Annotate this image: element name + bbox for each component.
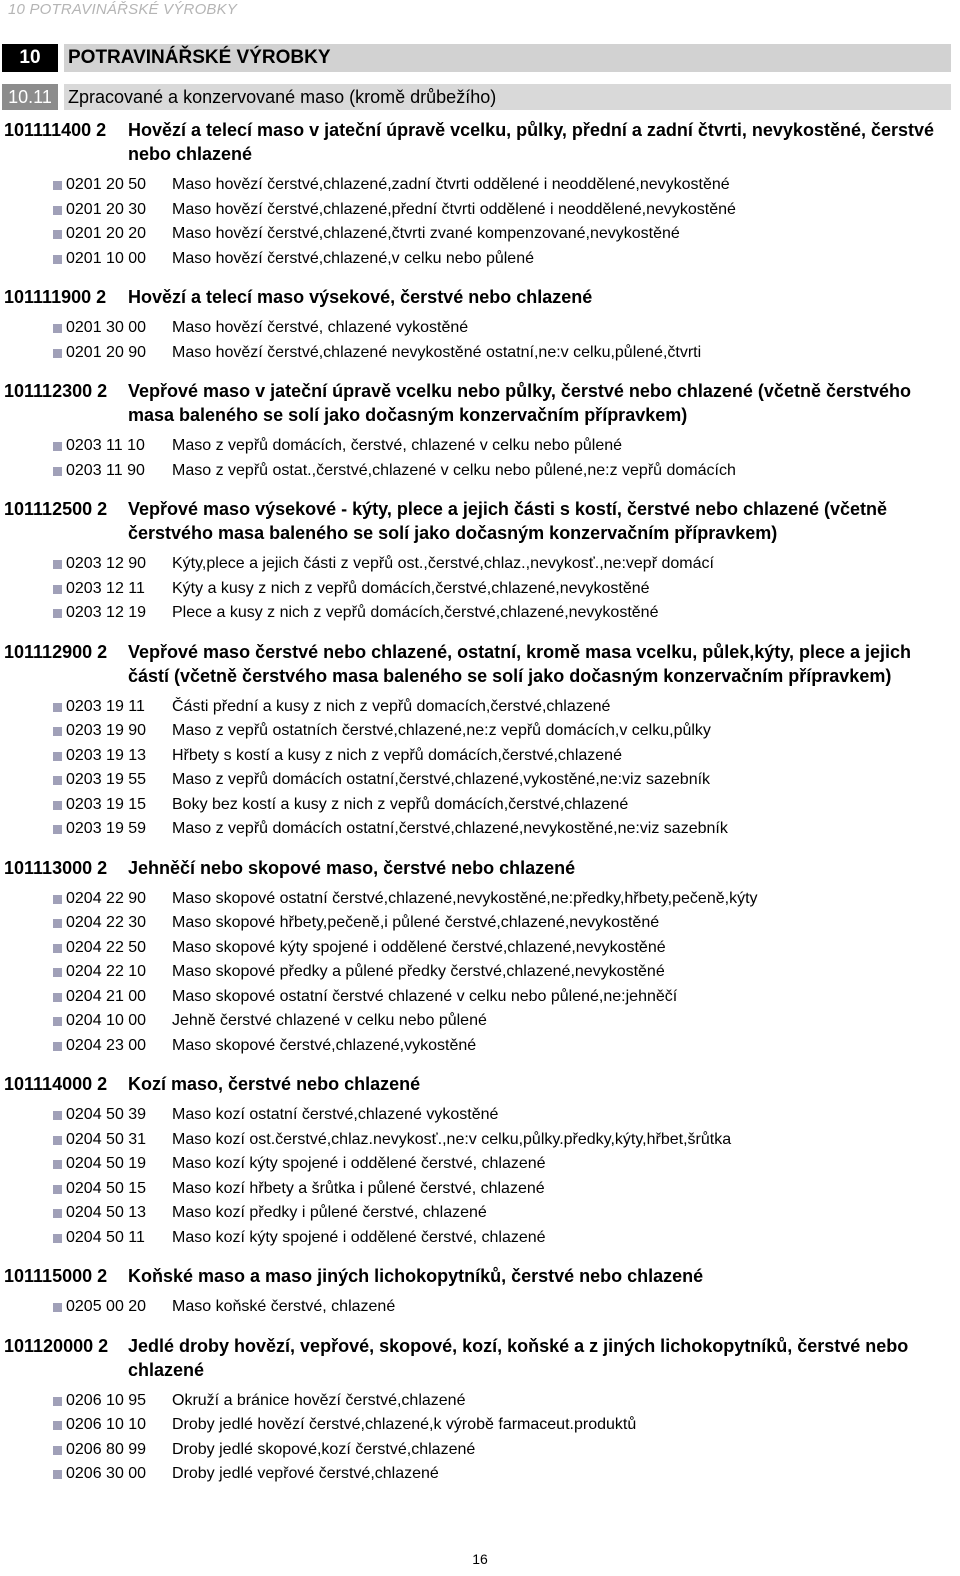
item-code: 0203 19 55 [66, 771, 147, 788]
group-code: 101113000 2 [4, 857, 108, 878]
section-title: Zpracované a konzervované maso (kromě drůbežího) [64, 84, 951, 110]
group-heading [0, 640, 960, 688]
list-item [0, 222, 960, 247]
item-description: Maso skopové ostatní čerstvé,chlazené,nevykostěné,ne:předky,hřbety,pečeně,kýty [172, 889, 758, 907]
group-title: Vepřové maso v jateční úpravě vcelku nebo půlky, čerstvé nebo chlazené (včetně čerstvého masa baleného se solí jako dočasným konzervačním přípravkem) [128, 381, 911, 425]
item-description: Maso z vepřů ostat.,čerstvé,chlazené v celku nebo půlené,ne:z vepřů domácích [172, 461, 736, 479]
list-item [0, 1295, 960, 1320]
square-bullet-icon [53, 727, 62, 736]
square-bullet-icon [53, 944, 62, 953]
list-item [0, 695, 960, 720]
list-item [0, 1103, 960, 1128]
square-bullet-icon [53, 1421, 62, 1430]
square-bullet-icon [53, 349, 62, 358]
group-title: Vepřové maso čerstvé nebo chlazené, ostatní, kromě masa vcelku, půlek,kýty, plece a jejich částí (včetně čerstvého masa baleného se solí jako dočasným konzervačním přípravkem) [128, 641, 912, 686]
item-code: 0203 12 19 [66, 604, 147, 621]
list-item [0, 744, 960, 769]
item-code: 0206 80 99 [66, 1440, 147, 1458]
item-code: 0204 21 00 [66, 987, 147, 1005]
square-bullet-icon [53, 919, 62, 928]
item-list [0, 1389, 960, 1487]
square-bullet-icon [53, 993, 62, 1002]
group-title: Jehněčí nebo skopové maso, čerstvé nebo chlazené [128, 857, 576, 878]
list-item [0, 173, 960, 198]
square-bullet-icon [53, 968, 62, 977]
square-bullet-icon [53, 467, 62, 476]
group-title: Hovězí a telecí maso v jateční úpravě vcelku, půlky, přední a zadní čtvrti, nevykostěné, čerstvé nebo chlazené [128, 120, 935, 164]
item-code: 0203 19 90 [66, 722, 147, 739]
item-description: Maso kozí předky i půlené čerstvé, chlazené [172, 1204, 487, 1221]
square-bullet-icon [53, 1017, 62, 1026]
running-header: 10 POTRAVINÁŘSKÉ VÝROBKY [8, 1, 238, 18]
item-description: Kýty a kusy z nich z vepřů domácích,čerstvé,chlazené,nevykostěné [172, 579, 650, 597]
item-list [0, 316, 960, 365]
square-bullet-icon [53, 585, 62, 594]
item-description: Maso hovězí čerstvé,chlazené nevykostěné ostatní,ne:v celku,půlené,čtvrti [172, 343, 702, 361]
group-heading [0, 118, 960, 166]
square-bullet-icon [53, 703, 62, 712]
item-code: 0206 10 10 [66, 1416, 147, 1433]
item-description: Maso z vepřů domácích, čerstvé, chlazené v celku nebo půlené [172, 437, 623, 454]
list-item [0, 768, 960, 793]
square-bullet-icon [53, 442, 62, 451]
product-group [0, 497, 960, 626]
group-heading [0, 1072, 960, 1096]
square-bullet-icon [53, 1209, 62, 1218]
item-list [0, 695, 960, 842]
square-bullet-icon [53, 1303, 62, 1312]
list-item [0, 719, 960, 744]
item-code: 0204 22 30 [66, 914, 147, 931]
square-bullet-icon [53, 1397, 62, 1406]
group-title: Jedlé droby hovězí, vepřové, skopové, kozí, koňské a z jiných lichokopytníků, čerstvé nebo chlazené [128, 1335, 909, 1380]
item-code: 0204 22 10 [66, 963, 147, 980]
list-item [0, 247, 960, 272]
item-code: 0203 19 13 [66, 746, 147, 764]
chapter-title: POTRAVINÁŘSKÉ VÝROBKY [64, 44, 951, 72]
list-item [0, 198, 960, 223]
item-code: 0204 22 50 [66, 938, 147, 956]
square-bullet-icon [53, 895, 62, 904]
product-group [0, 118, 960, 271]
item-description: Maso z vepřů domácích ostatní,čerstvé,chlazené,nevykostěné,ne:viz sazebník [172, 820, 728, 837]
square-bullet-icon [53, 1234, 62, 1243]
group-code: 101120000 2 [4, 1335, 109, 1356]
page-number: 16 [472, 1551, 488, 1567]
list-item [0, 985, 960, 1010]
item-list [0, 1295, 960, 1320]
square-bullet-icon [53, 560, 62, 569]
item-list [0, 552, 960, 626]
list-item [0, 341, 960, 366]
item-description: Maso kozí ostatní čerstvé,chlazené vykostěné [172, 1106, 499, 1123]
item-description: Kýty,plece a jejich části z vepřů ost.,čerstvé,chlaz.,nevykosť.,ne:vepř domácí [172, 555, 714, 572]
item-code: 0204 22 90 [66, 889, 147, 907]
list-item [0, 601, 960, 626]
group-heading [0, 285, 960, 309]
list-item [0, 911, 960, 936]
item-code: 0203 11 10 [66, 437, 145, 454]
square-bullet-icon [53, 1042, 62, 1051]
group-title: Vepřové maso výsekové - kýty, plece a jejich části s kostí, čerstvé nebo chlazené (včetně čerstvého masa baleného se solí jako dočasným konzervačním přípravkem) [128, 499, 888, 543]
item-list [0, 1103, 960, 1250]
item-code: 0203 12 11 [66, 579, 145, 597]
square-bullet-icon [53, 776, 62, 785]
item-description: Maso hovězí čerstvé,chlazené,čtvrti zvané kompenzované,nevykostěné [172, 225, 680, 242]
group-code: 101114000 2 [4, 1074, 108, 1094]
square-bullet-icon [53, 1185, 62, 1194]
item-code: 0201 30 00 [66, 319, 147, 336]
list-item [0, 960, 960, 985]
list-item [0, 817, 960, 842]
item-description: Hřbety s kostí a kusy z nich z vepřů domácích,čerstvé,chlazené [172, 746, 622, 764]
item-code: 0201 20 50 [66, 176, 147, 193]
item-list [0, 434, 960, 483]
list-item [0, 459, 960, 484]
product-group [0, 285, 960, 365]
list-item [0, 1389, 960, 1414]
square-bullet-icon [53, 609, 62, 618]
list-item [0, 1034, 960, 1059]
group-title: Koňské maso a maso jiných lichokopytníků, čerstvé nebo chlazené [128, 1266, 704, 1286]
group-heading [0, 1334, 960, 1382]
item-description: Maso kozí hřbety a šrůtka i půlené čerstvé, chlazené [172, 1179, 545, 1197]
product-list [0, 118, 960, 1501]
list-item [0, 1177, 960, 1202]
item-code: 0204 50 15 [66, 1179, 147, 1197]
square-bullet-icon [53, 1446, 62, 1455]
product-group [0, 1334, 960, 1487]
item-code: 0203 19 11 [66, 697, 145, 715]
item-description: Maso kozí ost.čerstvé,chlaz.nevykosť.,ne:v celku,půlky.předky,kýty,hřbet,šrůtka [172, 1130, 732, 1148]
item-code: 0204 10 00 [66, 1012, 147, 1029]
list-item [0, 434, 960, 459]
item-code: 0203 12 90 [66, 555, 147, 572]
item-code: 0203 19 59 [66, 820, 147, 837]
group-code: 101112300 2 [4, 381, 108, 401]
group-heading [0, 379, 960, 427]
product-group [0, 856, 960, 1059]
group-code: 101112900 2 [4, 641, 108, 662]
list-item [0, 316, 960, 341]
item-description: Maso z vepřů ostatních čerstvé,chlazené,ne:z vepřů domácích,v celku,půlky [172, 722, 711, 739]
item-code: 0201 20 90 [66, 343, 147, 361]
item-code: 0204 50 19 [66, 1155, 147, 1172]
square-bullet-icon [53, 206, 62, 215]
group-heading [0, 497, 960, 545]
list-item [0, 793, 960, 818]
item-description: Jehně čerstvé chlazené v celku nebo půlené [172, 1012, 487, 1029]
item-code: 0204 23 00 [66, 1036, 147, 1054]
item-code: 0206 10 95 [66, 1391, 147, 1409]
square-bullet-icon [53, 255, 62, 264]
item-code: 0206 30 00 [66, 1465, 147, 1482]
item-code: 0204 50 13 [66, 1204, 147, 1221]
item-code: 0205 00 20 [66, 1298, 147, 1315]
item-list [0, 173, 960, 271]
product-group [0, 379, 960, 483]
group-title: Hovězí a telecí maso výsekové, čerstvé nebo chlazené [128, 287, 593, 307]
square-bullet-icon [53, 1160, 62, 1169]
item-description: Boky bez kostí a kusy z nich z vepřů domácích,čerstvé,chlazené [172, 795, 629, 813]
group-title: Kozí maso, čerstvé nebo chlazené [128, 1074, 421, 1094]
item-description: Maso koňské čerstvé, chlazené [172, 1298, 396, 1315]
item-description: Droby jedlé skopové,kozí čerstvé,chlazené [172, 1440, 476, 1458]
item-code: 0201 10 00 [66, 249, 147, 267]
chapter-number: 10 [2, 44, 58, 72]
list-item [0, 1226, 960, 1251]
group-code: 101115000 2 [4, 1266, 108, 1286]
square-bullet-icon [53, 1136, 62, 1145]
item-description: Maso skopové čerstvé,chlazené,vykostěné [172, 1036, 477, 1054]
square-bullet-icon [53, 230, 62, 239]
square-bullet-icon [53, 324, 62, 333]
list-item [0, 887, 960, 912]
item-code: 0201 20 30 [66, 200, 147, 218]
item-description: Maso hovězí čerstvé,chlazené,v celku nebo půlené [172, 249, 534, 267]
section-number: 10.11 [2, 84, 58, 110]
product-group [0, 1072, 960, 1250]
item-description: Maso z vepřů domácích ostatní,čerstvé,chlazené,vykostěné,ne:viz sazebník [172, 771, 711, 788]
group-code: 101111900 2 [4, 287, 107, 307]
item-description: Maso kozí kýty spojené i oddělené čerstvé, chlazené [172, 1155, 546, 1172]
item-code: 0204 50 31 [66, 1130, 147, 1148]
list-item [0, 577, 960, 602]
list-item [0, 1201, 960, 1226]
product-group [0, 640, 960, 842]
list-item [0, 936, 960, 961]
square-bullet-icon [53, 1470, 62, 1479]
item-description: Maso hovězí čerstvé,chlazené,zadní čtvrti oddělené i neoddělené,nevykostěné [172, 176, 730, 193]
list-item [0, 1128, 960, 1153]
square-bullet-icon [53, 1111, 62, 1120]
item-description: Maso kozí kýty spojené i oddělené čerstvé, chlazené [172, 1228, 546, 1246]
list-item [0, 1462, 960, 1487]
square-bullet-icon [53, 801, 62, 810]
item-description: Droby jedlé hovězí čerstvé,chlazené,k výrobě farmaceut.produktů [172, 1416, 637, 1433]
item-description: Plece a kusy z nich z vepřů domácích,čerstvé,chlazené,nevykostěné [172, 604, 659, 621]
square-bullet-icon [53, 752, 62, 761]
group-heading [0, 856, 960, 880]
item-description: Maso skopové předky a půlené předky čerstvé,chlazené,nevykostěné [172, 963, 665, 980]
item-code: 0203 11 90 [66, 461, 145, 479]
item-code: 0204 50 11 [66, 1228, 145, 1246]
item-code: 0201 20 20 [66, 225, 147, 242]
item-description: Droby jedlé vepřové čerstvé,chlazené [172, 1465, 439, 1482]
item-description: Maso hovězí čerstvé, chlazené vykostěné [172, 319, 469, 336]
item-description: Maso skopové ostatní čerstvé chlazené v celku nebo půlené,ne:jehněčí [172, 987, 678, 1005]
item-code: 0204 50 39 [66, 1106, 147, 1123]
list-item [0, 1009, 960, 1034]
square-bullet-icon [53, 181, 62, 190]
list-item [0, 552, 960, 577]
item-description: Maso hovězí čerstvé,chlazené,přední čtvrti oddělené i neoddělené,nevykostěné [172, 200, 736, 218]
group-heading [0, 1264, 960, 1288]
item-description: Okruží a bránice hovězí čerstvé,chlazené [172, 1391, 466, 1409]
item-description: Maso skopové kýty spojené i oddělené čerstvé,chlazené,nevykostěné [172, 938, 666, 956]
list-item [0, 1438, 960, 1463]
product-group [0, 1264, 960, 1320]
item-list [0, 887, 960, 1059]
item-description: Maso skopové hřbety,pečeně,i půlené čerstvé,chlazené,nevykostěné [172, 914, 660, 931]
square-bullet-icon [53, 825, 62, 834]
item-code: 0203 19 15 [66, 795, 147, 813]
chapter-heading [2, 44, 951, 72]
list-item [0, 1413, 960, 1438]
section-heading [2, 84, 951, 110]
group-code: 101111400 2 [4, 120, 107, 140]
group-code: 101112500 2 [4, 499, 108, 519]
list-item [0, 1152, 960, 1177]
item-description: Části přední a kusy z nich z vepřů domacích,čerstvé,chlazené [172, 697, 611, 715]
